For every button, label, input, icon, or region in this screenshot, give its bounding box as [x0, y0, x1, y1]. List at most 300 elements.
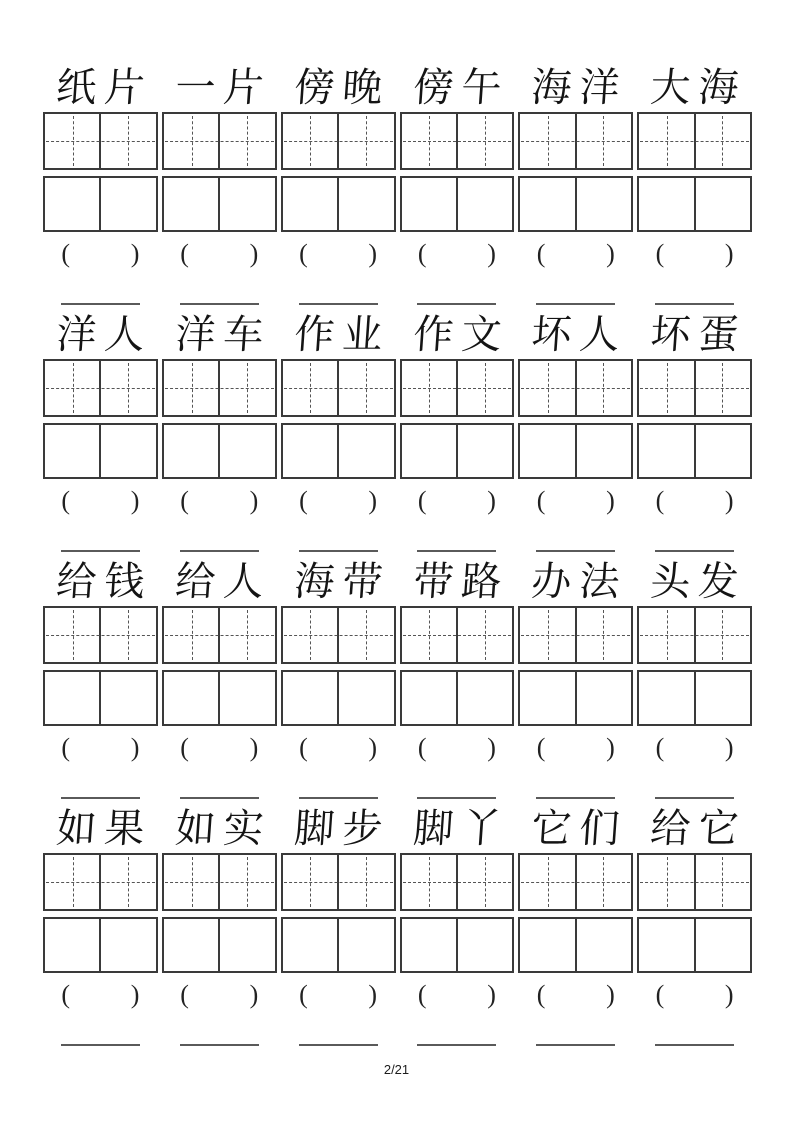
grid-vertical-dashed-line: [722, 857, 723, 907]
paren-open: (: [299, 239, 308, 268]
grid-horizontal-dashed-line: [284, 141, 393, 142]
paren-cell: [400, 733, 515, 763]
practice-grid-dashed: [518, 606, 633, 664]
grid-vertical-dashed-line: [485, 363, 486, 413]
word-label: 海带: [292, 559, 392, 604]
grid-center-divider: [337, 919, 339, 971]
paren-pair: [537, 486, 615, 516]
practice-grid-dashed: [281, 606, 396, 664]
practice-grid-dashed: [400, 112, 515, 170]
paren-open: (: [180, 486, 189, 515]
underline-cell: [518, 797, 633, 799]
grid-center-divider: [218, 178, 220, 230]
practice-grid-blank: [400, 917, 515, 973]
paren-close: ): [724, 239, 734, 268]
grid-vertical-dashed-line: [247, 857, 248, 907]
underline-cell: [637, 303, 752, 305]
paren-close: ): [606, 733, 615, 762]
blank-grid-row: [43, 670, 752, 726]
pinyin-line: [655, 1044, 734, 1046]
paren-pair: [180, 733, 258, 763]
grid-vertical-dashed-line: [603, 363, 604, 413]
underline-cell: [400, 1044, 515, 1046]
dashed-grid-row: [43, 112, 752, 170]
grid-vertical-dashed-line: [128, 363, 129, 413]
grid-center-divider: [337, 178, 339, 230]
pinyin-line: [536, 1044, 615, 1046]
grid-vertical-dashed-line: [366, 857, 367, 907]
practice-grid-blank: [400, 423, 515, 479]
pinyin-line: [299, 550, 378, 552]
grid-vertical-dashed-line: [192, 363, 193, 413]
grid-vertical-dashed-line: [192, 116, 193, 166]
paren-open: (: [536, 239, 546, 268]
paren-cell: [43, 239, 158, 269]
word-label: 大海: [649, 65, 749, 110]
practice-grid-blank: [281, 917, 396, 973]
underline-row: [43, 1044, 752, 1046]
pinyin-line: [299, 1044, 378, 1046]
grid-center-divider: [99, 178, 101, 230]
word-label: 给人: [173, 559, 273, 604]
blank-grid-row: [43, 423, 752, 479]
grid-horizontal-dashed-line: [521, 882, 630, 883]
paren-open: (: [61, 980, 71, 1009]
underline-cell: [637, 797, 752, 799]
paren-close: ): [130, 239, 140, 268]
words-row: [43, 313, 752, 357]
grid-vertical-dashed-line: [548, 116, 549, 166]
practice-grid-blank: [400, 670, 515, 726]
grid-vertical-dashed-line: [310, 610, 311, 660]
grid-center-divider: [575, 425, 577, 477]
underline-cell: [43, 550, 158, 552]
grid-vertical-dashed-line: [247, 116, 248, 166]
practice-grid-dashed: [162, 853, 277, 911]
practice-grid-dashed: [162, 359, 277, 417]
underline-row: [43, 797, 752, 799]
grid-vertical-dashed-line: [73, 116, 74, 166]
words-row: [43, 560, 752, 604]
underline-cell: [400, 797, 515, 799]
grid-center-divider: [575, 919, 577, 971]
paren-pair: [180, 980, 258, 1010]
paren-close: ): [606, 486, 615, 515]
grid-center-divider: [218, 919, 220, 971]
underline-cell: [43, 303, 158, 305]
practice-grid-dashed: [637, 606, 752, 664]
practice-grid-dashed: [518, 359, 633, 417]
practice-grid-blank: [162, 423, 277, 479]
grid-vertical-dashed-line: [603, 610, 604, 660]
paren-close: ): [368, 980, 378, 1009]
paren-close: ): [487, 239, 496, 268]
pinyin-line: [655, 550, 734, 552]
grid-horizontal-dashed-line: [284, 635, 393, 636]
grid-vertical-dashed-line: [485, 116, 486, 166]
grid-vertical-dashed-line: [667, 363, 668, 413]
paren-pair: [180, 486, 258, 516]
grid-center-divider: [337, 672, 339, 724]
paren-close: ): [368, 239, 378, 268]
page-number: 2/21: [383, 1062, 410, 1077]
paren-cell: [281, 733, 396, 763]
grid-center-divider: [456, 425, 458, 477]
word-label: 如实: [173, 806, 273, 851]
grid-vertical-dashed-line: [429, 610, 430, 660]
grid-center-divider: [99, 672, 101, 724]
paren-open: (: [61, 486, 71, 515]
word-label: 作业: [292, 312, 392, 357]
pinyin-line: [180, 1044, 259, 1046]
paren-pair: [180, 239, 258, 269]
word-label: 傍午: [411, 65, 511, 110]
paren-open: (: [417, 486, 427, 515]
paren-cell: [162, 980, 277, 1010]
pinyin-line: [536, 303, 615, 305]
grid-horizontal-dashed-line: [46, 882, 155, 883]
grid-horizontal-dashed-line: [403, 635, 512, 636]
word-label: 脚步: [292, 806, 392, 851]
practice-grid-blank: [43, 176, 158, 232]
paren-close: ): [368, 733, 378, 762]
paren-cell: [162, 239, 277, 269]
paren-cell: [43, 733, 158, 763]
practice-grid-dashed: [518, 112, 633, 170]
paren-cell: [637, 733, 752, 763]
parentheses-row: [43, 733, 752, 763]
practice-grid-dashed: [637, 112, 752, 170]
practice-grid-blank: [43, 670, 158, 726]
grid-vertical-dashed-line: [548, 363, 549, 413]
blank-grid-row: [43, 917, 752, 973]
practice-grid-blank: [281, 176, 396, 232]
paren-close: ): [724, 980, 734, 1009]
paren-open: (: [417, 239, 427, 268]
paren-cell: [43, 486, 158, 516]
practice-grid-blank: [162, 917, 277, 973]
underline-cell: [518, 1044, 633, 1046]
paren-open: (: [299, 980, 308, 1009]
paren-close: ): [130, 733, 140, 762]
word-label: 给钱: [54, 559, 155, 604]
paren-close: ): [724, 486, 734, 515]
dashed-grid-row: [43, 359, 752, 417]
grid-vertical-dashed-line: [128, 116, 129, 166]
paren-cell: [400, 980, 515, 1010]
grid-vertical-dashed-line: [548, 610, 549, 660]
paren-pair: [61, 486, 139, 516]
paren-pair: [299, 239, 377, 269]
word-label: 傍晚: [292, 65, 392, 110]
paren-open: (: [655, 980, 665, 1009]
grid-center-divider: [575, 672, 577, 724]
word-label: 脚丫: [411, 806, 511, 851]
parentheses-row: [43, 980, 752, 1010]
pinyin-line: [417, 303, 496, 305]
grid-vertical-dashed-line: [247, 610, 248, 660]
paren-pair: [537, 239, 615, 269]
grid-center-divider: [694, 178, 696, 230]
grid-vertical-dashed-line: [310, 116, 311, 166]
paren-open: (: [61, 239, 71, 268]
paren-cell: [400, 486, 515, 516]
word-label: 办法: [530, 559, 630, 604]
grid-center-divider: [456, 672, 458, 724]
paren-cell: [637, 486, 752, 516]
paren-open: (: [180, 980, 189, 1009]
paren-cell: [281, 486, 396, 516]
paren-open: (: [180, 239, 189, 268]
grid-vertical-dashed-line: [429, 363, 430, 413]
practice-grid-blank: [518, 423, 633, 479]
paren-pair: [656, 980, 734, 1010]
practice-grid-dashed: [637, 853, 752, 911]
paren-cell: [518, 486, 633, 516]
practice-grid-dashed: [43, 606, 158, 664]
practice-grid-dashed: [281, 359, 396, 417]
grid-horizontal-dashed-line: [284, 388, 393, 389]
underline-row: [43, 303, 752, 305]
word-label: 纸片: [54, 65, 155, 110]
grid-vertical-dashed-line: [722, 116, 723, 166]
paren-open: (: [299, 733, 308, 762]
grid-vertical-dashed-line: [667, 857, 668, 907]
dashed-grid-row: [43, 853, 752, 911]
word-label: 它们: [530, 806, 630, 851]
grid-vertical-dashed-line: [192, 857, 193, 907]
practice-grid-dashed: [637, 359, 752, 417]
practice-grid-blank: [637, 423, 752, 479]
grid-vertical-dashed-line: [548, 857, 549, 907]
underline-cell: [162, 550, 277, 552]
grid-horizontal-dashed-line: [640, 882, 749, 883]
paren-open: (: [180, 733, 189, 762]
paren-cell: [281, 239, 396, 269]
parentheses-row: [43, 239, 752, 269]
grid-center-divider: [694, 919, 696, 971]
grid-center-divider: [99, 919, 101, 971]
grid-vertical-dashed-line: [603, 857, 604, 907]
paren-open: (: [655, 733, 665, 762]
paren-open: (: [655, 239, 665, 268]
practice-grid-dashed: [400, 359, 515, 417]
grid-horizontal-dashed-line: [521, 141, 630, 142]
paren-pair: [418, 486, 496, 516]
grid-vertical-dashed-line: [192, 610, 193, 660]
pinyin-line: [180, 550, 259, 552]
practice-grid-dashed: [281, 112, 396, 170]
paren-cell: [43, 980, 158, 1010]
practice-grid-blank: [518, 670, 633, 726]
paren-pair: [656, 486, 734, 516]
paren-pair: [299, 733, 377, 763]
pinyin-line: [417, 550, 496, 552]
paren-close: ): [606, 239, 615, 268]
underline-cell: [281, 797, 396, 799]
grid-vertical-dashed-line: [73, 363, 74, 413]
word-label: 一片: [173, 65, 273, 110]
paren-close: ): [249, 980, 259, 1009]
grid-vertical-dashed-line: [485, 610, 486, 660]
practice-grid-blank: [281, 670, 396, 726]
grid-center-divider: [694, 672, 696, 724]
grid-horizontal-dashed-line: [521, 388, 630, 389]
grid-horizontal-dashed-line: [165, 388, 274, 389]
underline-cell: [43, 1044, 158, 1046]
paren-close: ): [606, 980, 615, 1009]
paren-pair: [537, 980, 615, 1010]
grid-vertical-dashed-line: [366, 363, 367, 413]
pinyin-line: [417, 797, 496, 799]
underline-cell: [400, 303, 515, 305]
word-practice-section: [43, 560, 752, 799]
paren-pair: [656, 733, 734, 763]
practice-grid-blank: [281, 423, 396, 479]
grid-horizontal-dashed-line: [165, 141, 274, 142]
paren-close: ): [249, 239, 259, 268]
practice-grid-dashed: [43, 853, 158, 911]
word-label: 头发: [649, 559, 749, 604]
grid-vertical-dashed-line: [667, 610, 668, 660]
grid-vertical-dashed-line: [429, 116, 430, 166]
paren-open: (: [299, 486, 308, 515]
paren-pair: [418, 239, 496, 269]
grid-horizontal-dashed-line: [46, 635, 155, 636]
paren-close: ): [487, 980, 496, 1009]
paren-cell: [162, 486, 277, 516]
pinyin-line: [61, 550, 140, 552]
practice-grid-dashed: [400, 853, 515, 911]
grid-center-divider: [456, 178, 458, 230]
pinyin-line: [299, 797, 378, 799]
pinyin-line: [61, 303, 140, 305]
grid-horizontal-dashed-line: [640, 388, 749, 389]
paren-pair: [299, 980, 377, 1010]
practice-grid-blank: [637, 176, 752, 232]
pinyin-line: [61, 1044, 140, 1046]
paren-open: (: [417, 733, 427, 762]
paren-close: ): [724, 733, 734, 762]
practice-grid-blank: [43, 917, 158, 973]
paren-pair: [61, 239, 139, 269]
practice-grid-blank: [518, 917, 633, 973]
grid-center-divider: [575, 178, 577, 230]
parentheses-row: [43, 486, 752, 516]
paren-cell: [518, 733, 633, 763]
pinyin-line: [655, 797, 734, 799]
word-label: 带路: [411, 559, 511, 604]
word-label: 坏蛋: [649, 312, 749, 357]
word-label: 如果: [54, 806, 155, 851]
grid-vertical-dashed-line: [366, 116, 367, 166]
dashed-grid-row: [43, 606, 752, 664]
paren-cell: [518, 980, 633, 1010]
grid-horizontal-dashed-line: [403, 882, 512, 883]
practice-grid-dashed: [43, 359, 158, 417]
paren-close: ): [487, 733, 496, 762]
pinyin-line: [61, 797, 140, 799]
pinyin-line: [536, 550, 615, 552]
paren-open: (: [61, 733, 71, 762]
grid-vertical-dashed-line: [429, 857, 430, 907]
practice-grid-dashed: [281, 853, 396, 911]
paren-open: (: [417, 980, 427, 1009]
grid-vertical-dashed-line: [366, 610, 367, 660]
paren-close: ): [130, 980, 140, 1009]
word-label: 作文: [411, 312, 511, 357]
grid-horizontal-dashed-line: [284, 882, 393, 883]
word-practice-section: [43, 66, 752, 305]
word-label: 给它: [649, 806, 749, 851]
paren-close: ): [249, 486, 259, 515]
paren-pair: [656, 239, 734, 269]
practice-grid-blank: [162, 176, 277, 232]
underline-cell: [518, 303, 633, 305]
word-practice-section: [43, 313, 752, 552]
practice-grid-dashed: [162, 606, 277, 664]
paren-close: ): [249, 733, 259, 762]
paren-close: ): [368, 486, 378, 515]
grid-vertical-dashed-line: [722, 610, 723, 660]
pinyin-line: [299, 303, 378, 305]
underline-cell: [637, 1044, 752, 1046]
underline-cell: [281, 303, 396, 305]
paren-pair: [537, 733, 615, 763]
grid-vertical-dashed-line: [73, 610, 74, 660]
grid-horizontal-dashed-line: [521, 635, 630, 636]
grid-vertical-dashed-line: [310, 363, 311, 413]
underline-row: [43, 550, 752, 552]
underline-cell: [281, 1044, 396, 1046]
paren-close: ): [487, 486, 496, 515]
word-label: 洋人: [54, 312, 155, 357]
grid-vertical-dashed-line: [247, 363, 248, 413]
pinyin-line: [417, 1044, 496, 1046]
paren-cell: [518, 239, 633, 269]
practice-grid-blank: [637, 670, 752, 726]
paren-open: (: [536, 733, 546, 762]
underline-cell: [162, 797, 277, 799]
grid-vertical-dashed-line: [603, 116, 604, 166]
grid-horizontal-dashed-line: [640, 141, 749, 142]
practice-grid-blank: [637, 917, 752, 973]
paren-cell: [162, 733, 277, 763]
grid-horizontal-dashed-line: [403, 141, 512, 142]
word-label: 坏人: [530, 312, 630, 357]
paren-pair: [299, 486, 377, 516]
grid-horizontal-dashed-line: [403, 388, 512, 389]
paren-pair: [61, 733, 139, 763]
practice-grid-dashed: [43, 112, 158, 170]
paren-open: (: [536, 486, 546, 515]
paren-pair: [61, 980, 139, 1010]
underline-cell: [518, 550, 633, 552]
paren-cell: [400, 239, 515, 269]
paren-cell: [637, 239, 752, 269]
grid-center-divider: [694, 425, 696, 477]
grid-vertical-dashed-line: [310, 857, 311, 907]
grid-vertical-dashed-line: [722, 363, 723, 413]
practice-grid-blank: [400, 176, 515, 232]
grid-vertical-dashed-line: [128, 857, 129, 907]
underline-cell: [162, 303, 277, 305]
paren-open: (: [655, 486, 665, 515]
grid-horizontal-dashed-line: [165, 882, 274, 883]
blank-grid-row: [43, 176, 752, 232]
grid-center-divider: [218, 672, 220, 724]
grid-vertical-dashed-line: [485, 857, 486, 907]
